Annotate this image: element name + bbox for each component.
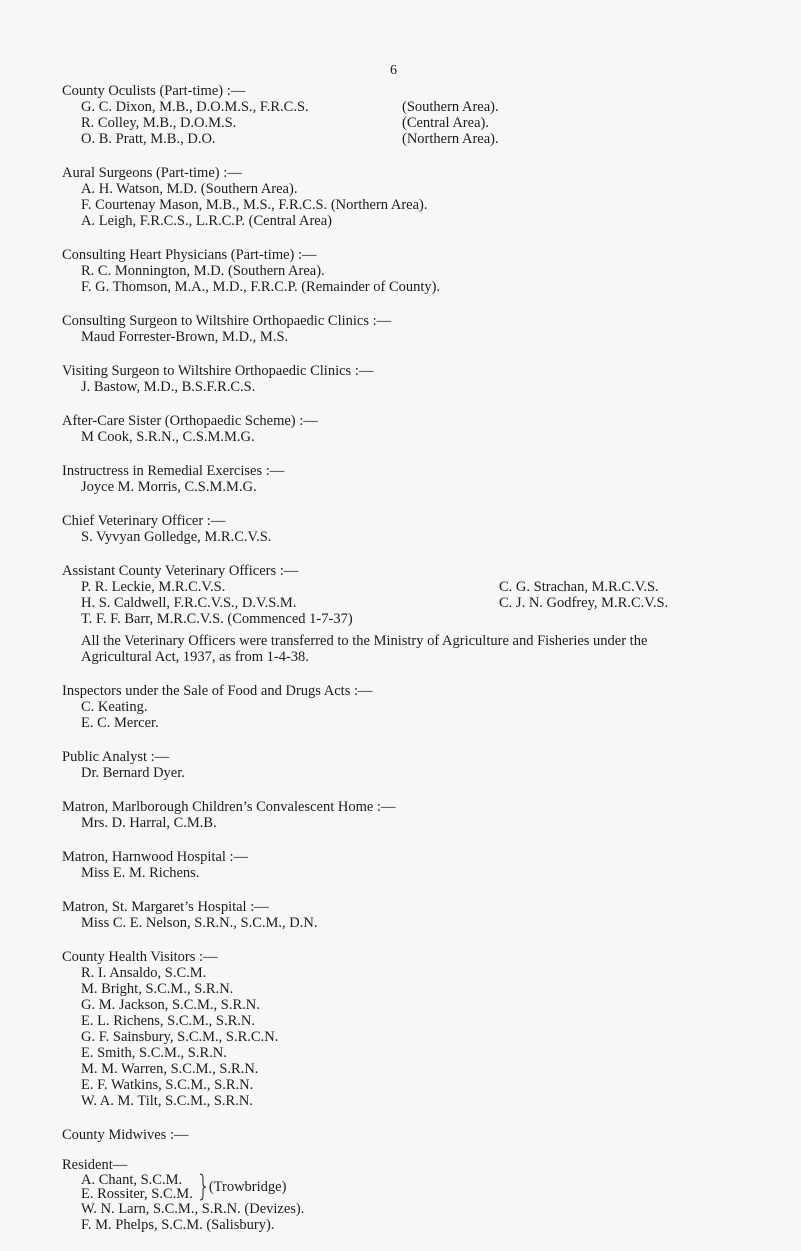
inspectors-section — [62, 683, 792, 731]
section-heading: Assistant County Veterinary Officers :— — [62, 563, 299, 579]
instructress-section — [62, 463, 792, 495]
section-heading: Chief Veterinary Officer :— — [62, 513, 226, 529]
after-care-section — [62, 413, 792, 445]
list-item: S. Vyvyan Golledge, M.R.C.V.S. — [81, 529, 272, 545]
trowbridge-group — [62, 1173, 792, 1201]
vet-transfer-note — [62, 633, 792, 665]
list-item — [62, 115, 792, 131]
location-label: (Trowbridge) — [208, 1178, 287, 1195]
list-item: Joyce M. Morris, C.S.M.M.G. — [81, 479, 257, 495]
section-heading: Instructress in Remedial Exercises :— — [62, 463, 285, 479]
list-item: A. Leigh, F.R.C.S., L.R.C.P. (Central Area) — [81, 213, 332, 229]
section-heading: Inspectors under the Sale of Food and Drugs Acts :— — [62, 683, 373, 699]
list-item: E. C. Mercer. — [81, 715, 159, 731]
staff-name: G. C. Dixon, M.B., D.O.M.S., F.R.C.S. — [81, 99, 309, 115]
section-heading: Consulting Heart Physicians (Part-time) :— — [62, 247, 317, 263]
aural-section — [62, 165, 792, 229]
staff-name: C. J. N. Godfrey, M.R.C.V.S. — [499, 595, 669, 611]
staff-name: H. S. Caldwell, F.R.C.V.S., D.V.S.M. — [81, 595, 297, 611]
section-heading: Visiting Surgeon to Wiltshire Orthopaedic Clinics :— — [62, 363, 374, 379]
section-heading: Public Analyst :— — [62, 749, 170, 765]
list-item: G. F. Sainsbury, S.C.M., S.R.C.N. — [81, 1029, 279, 1045]
section-heading: Matron, Marlborough Children’s Convalescent Home :— — [62, 799, 396, 815]
note-line: All the Veterinary Officers were transferred to the Ministry of Agriculture and Fisheries under the — [81, 633, 648, 649]
right-brace-icon — [199, 1173, 207, 1201]
document-body — [62, 83, 792, 1251]
list-item: A. H. Watson, M.D. (Southern Area). — [81, 181, 298, 197]
area-label: (Southern Area). — [402, 99, 499, 115]
list-item: E. L. Richens, S.C.M., S.R.N. — [81, 1013, 256, 1029]
staff-name: C. G. Strachan, M.R.C.V.S. — [499, 579, 659, 595]
area-label: (Central Area). — [402, 115, 489, 131]
heart-section — [62, 247, 792, 295]
staff-name: T. F. F. Barr, M.R.C.V.S. (Commenced 1-7-37) — [81, 611, 353, 627]
list-item: E. F. Watkins, S.C.M., S.R.N. — [81, 1077, 254, 1093]
section-heading: Matron, St. Margaret’s Hospital :— — [62, 899, 269, 915]
matron-margaret-section — [62, 899, 792, 931]
list-item: F. G. Thomson, M.A., M.D., F.R.C.P. (Remainder of County). — [81, 279, 441, 295]
list-item — [62, 131, 792, 147]
section-heading: County Midwives :— — [62, 1127, 189, 1143]
list-item: E. Smith, S.C.M., S.R.N. — [81, 1045, 227, 1061]
list-item: M. Bright, S.C.M., S.R.N. — [81, 981, 234, 997]
list-item — [62, 595, 792, 611]
list-item: M Cook, S.R.N., C.S.M.M.G. — [81, 429, 255, 445]
list-item: F. Courtenay Mason, M.B., M.S., F.R.C.S. (Northern Area). — [81, 197, 428, 213]
list-item — [62, 99, 792, 115]
staff-name: P. R. Leckie, M.R.C.V.S. — [81, 579, 226, 595]
chief-vet-section — [62, 513, 792, 545]
sub-heading: Resident— — [62, 1157, 128, 1173]
list-item: A. Chant, S.C.M. — [81, 1172, 183, 1188]
list-item: W. A. M. Tilt, S.C.M., S.R.N. — [81, 1093, 253, 1109]
matron-marlborough-section — [62, 799, 792, 831]
list-item: E. Rossiter, S.C.M. — [81, 1186, 193, 1202]
list-item: F. M. Phelps, S.C.M. (Salisbury). — [81, 1217, 275, 1233]
staff-name: R. Colley, M.B., D.O.M.S. — [81, 115, 237, 131]
list-item: C. Keating. — [81, 699, 148, 715]
section-heading: Consulting Surgeon to Wiltshire Orthopaedic Clinics :— — [62, 313, 392, 329]
health-visitors-section — [62, 949, 792, 1109]
list-item: J. Bastow, M.D., B.S.F.R.C.S. — [81, 379, 256, 395]
staff-name: O. B. Pratt, M.B., D.O. — [81, 131, 216, 147]
list-item: R. C. Monnington, M.D. (Southern Area). — [81, 263, 325, 279]
area-label: (Northern Area). — [402, 131, 499, 147]
visiting-surgeon-section — [62, 363, 792, 395]
list-item: R. I. Ansaldo, S.C.M. — [81, 965, 207, 981]
section-heading: County Health Visitors :— — [62, 949, 218, 965]
section-heading: Aural Surgeons (Part-time) :— — [62, 165, 242, 181]
analyst-section — [62, 749, 792, 781]
assistant-vets-section — [62, 563, 792, 627]
midwives-section — [62, 1127, 792, 1233]
section-heading: After-Care Sister (Orthopaedic Scheme) :— — [62, 413, 318, 429]
list-item: G. M. Jackson, S.C.M., S.R.N. — [81, 997, 260, 1013]
section-heading: Matron, Harnwood Hospital :— — [62, 849, 249, 865]
page-number: 6 — [390, 63, 397, 78]
list-item — [62, 579, 792, 595]
note-line: Agricultural Act, 1937, as from 1-4-38. — [81, 649, 309, 665]
list-item: Miss E. M. Richens. — [81, 865, 200, 881]
section-heading: County Oculists (Part-time) :— — [62, 83, 246, 99]
list-item — [62, 611, 792, 627]
list-item: Maud Forrester-Brown, M.D., M.S. — [81, 329, 289, 345]
matron-harnwood-section — [62, 849, 792, 881]
list-item: W. N. Larn, S.C.M., S.R.N. (Devizes). — [81, 1201, 305, 1217]
list-item: M. M. Warren, S.C.M., S.R.N. — [81, 1061, 259, 1077]
list-item: Miss C. E. Nelson, S.R.N., S.C.M., D.N. — [81, 915, 318, 931]
oculists-section — [62, 83, 792, 147]
list-item: Dr. Bernard Dyer. — [81, 765, 185, 781]
consulting-surgeon-section — [62, 313, 792, 345]
list-item: Mrs. D. Harral, C.M.B. — [81, 815, 217, 831]
